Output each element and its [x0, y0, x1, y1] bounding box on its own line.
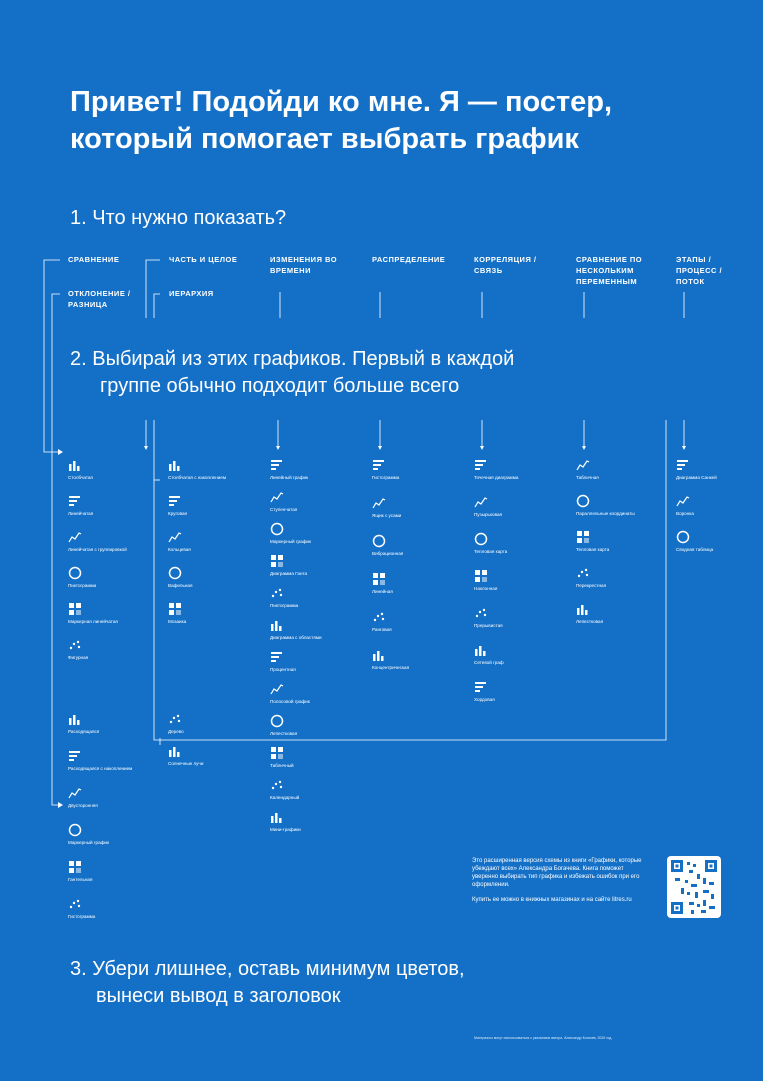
chart-type-label: Дерево	[168, 729, 184, 734]
step-2-heading: 2. Выбирай из этих графиков. Первый в каждой	[70, 348, 515, 370]
chart-type-icon	[474, 643, 488, 657]
chart-type-label: Ранговая	[372, 627, 392, 632]
category-part-whole: ЧАСТЬ И ЦЕЛОЕ	[169, 255, 238, 264]
chart-type-label: Лепестковая	[576, 619, 604, 624]
category-stages: ЭТАПЫ / ПРОЦЕСС / ПОТОК	[676, 255, 723, 286]
chart-type-label: Столбчатая	[68, 475, 93, 480]
chart-type-label: Столбчатая с накоплением	[168, 475, 227, 480]
chart-type-icon	[474, 680, 488, 694]
step-3-heading: 3. Убери лишнее, оставь минимум цветов,	[70, 958, 465, 980]
chart-type-label: Перекрестная	[576, 583, 607, 588]
chart-type-icon	[576, 602, 590, 616]
chart-type-icon	[576, 494, 590, 508]
chart-type-icon	[68, 602, 82, 616]
chart-type-label: Линейчатая с группировкой	[68, 547, 127, 552]
chart-type-label: Гистограмма	[68, 914, 96, 919]
chart-type-label: Табличный	[270, 763, 294, 768]
promo-text: Это расширенная версия схемы из книги «Графики, которые убеждают всех» Александра Богачева. Книга поможет уверенно выбирать тип графика и избежать ошибок при его оформлении.	[472, 858, 642, 888]
chart-type-icon	[270, 778, 284, 792]
chart-type-label: Расходящаяся	[68, 729, 100, 734]
chart-type-icon	[270, 490, 284, 504]
chart-type-label: Вафельная	[168, 583, 193, 588]
chart-type-icon	[270, 810, 284, 824]
chart-type-label: Тепловая карта	[576, 547, 610, 552]
chart-type-label: Маркерная линейчатая	[68, 619, 118, 624]
chart-type-label: Воронка	[676, 511, 694, 516]
chart-type-icon	[474, 495, 488, 509]
chart-type-label: Маркерный график	[68, 840, 109, 845]
category-distribution: РАСПРЕДЕЛЕНИЕ	[372, 255, 446, 264]
chart-type-icon	[676, 458, 690, 472]
chart-type-label: Точечная диаграмма	[474, 475, 519, 480]
chart-type-icon	[68, 458, 82, 472]
chart-type-icon	[576, 530, 590, 544]
category-hierarchy: ИЕРАРХИЯ	[169, 289, 214, 298]
chart-type-label: Мини-графики	[270, 827, 301, 832]
chart-type-label: Диаграмма Санкей	[676, 475, 717, 480]
chart-type-icon	[68, 749, 82, 763]
chart-type-label: Пиктограмма	[270, 603, 299, 608]
chart-type-label: Маркерный график	[270, 539, 311, 544]
chart-type-label: Вибрационная	[372, 551, 404, 556]
chart-type-label: Наклонная	[474, 586, 498, 591]
chart-type-icon	[168, 566, 182, 580]
chart-type-label: Календарный	[270, 795, 300, 800]
chart-type-icon	[68, 530, 82, 544]
chart-type-icon	[68, 823, 82, 837]
chart-type-icon	[372, 458, 386, 472]
category-deviation: ОТКЛОНЕНИЕ / РАЗНИЦА	[68, 289, 131, 309]
chart-type-label: Линейный график	[270, 475, 309, 480]
chart-type-icon	[68, 860, 82, 874]
chart-type-icon	[168, 494, 182, 508]
chart-type-icon	[270, 522, 284, 536]
chart-type-label: Лепестковая	[270, 731, 298, 736]
chart-type-label: Процентная	[270, 667, 296, 672]
poster-title: Привет! Подойди ко мне. Я — постер, который помогает выбрать график	[70, 86, 613, 155]
chart-type-label: Мозаика	[168, 619, 187, 624]
category-multi: СРАВНЕНИЕ ПО НЕСКОЛЬКИМ ПЕРЕМЕННЫМ	[576, 255, 643, 286]
chart-type-label: Полосовой график	[270, 699, 310, 704]
chart-type-label: Двусторонняя	[68, 803, 98, 808]
chart-type-icon	[68, 494, 82, 508]
chart-type-label: Расходящаяся с накоплением	[68, 766, 133, 771]
chart-type-icon	[372, 648, 386, 662]
chart-type-icon	[68, 638, 82, 652]
chart-type-label: Ступенчатая	[270, 507, 298, 512]
chart-type-icon	[474, 569, 488, 583]
chart-type-icon	[372, 572, 386, 586]
step-1-heading: 1. Что нужно показать?	[70, 207, 287, 229]
chart-type-icon	[474, 606, 488, 620]
promo-buy: Купить ее можно в книжных магазинах и на сайте litres.ru	[472, 897, 632, 903]
book-promo	[472, 857, 642, 911]
chart-type-label: Пузырьковая	[474, 512, 503, 517]
chart-type-icon	[270, 458, 284, 472]
chart-type-icon	[676, 494, 690, 508]
chart-type-icon	[168, 602, 182, 616]
category-comparison: СРАВНЕНИЕ	[68, 255, 120, 264]
chart-type-label: Параллельные координаты	[576, 511, 635, 516]
chart-type-icon	[372, 610, 386, 624]
chart-type-label: Тепловая карта	[474, 549, 508, 554]
chart-type-icon	[372, 534, 386, 548]
chart-type-label: Прерывистая	[474, 623, 503, 628]
chart-type-label: Солнечные лучи	[168, 761, 204, 766]
chart-type-icon	[68, 786, 82, 800]
chart-type-label: Диаграмма Ганта	[270, 571, 308, 576]
chart-type-label: Хордовая	[474, 697, 495, 702]
chart-type-label: Диаграмма с областями	[270, 635, 322, 640]
chart-type-label: Гантельная	[68, 877, 93, 882]
chart-type-icon	[270, 650, 284, 664]
chart-type-icon	[576, 566, 590, 580]
chart-type-icon	[68, 712, 82, 726]
chart-type-label: Табличная	[576, 475, 599, 480]
step-3-heading-line2: вынеси вывод в заголовок	[96, 985, 341, 1007]
chart-type-icon	[474, 458, 488, 472]
chart-type-icon	[168, 712, 182, 726]
chart-type-icon	[270, 586, 284, 600]
chart-type-icon	[372, 496, 386, 510]
chart-type-label: Круговая	[168, 511, 188, 516]
chart-type-label: Сетевой граф	[474, 660, 504, 665]
step-2-heading-line2: группе обычно подходит больше всего	[100, 375, 460, 397]
chart-type-icon	[576, 458, 590, 472]
chart-type-icon	[270, 714, 284, 728]
chart-type-label: Линейная	[372, 589, 393, 594]
chart-type-label: Пиктограмма	[68, 583, 97, 588]
chart-type-label: Фигурная	[68, 655, 89, 660]
chart-type-label: Сводная таблица	[676, 547, 714, 552]
footer-note: Материалы могут использоваться с указанием автора. Александр Богачев, 2020 год.	[474, 1036, 613, 1040]
chart-type-icon	[68, 566, 82, 580]
chart-type-icon	[168, 530, 182, 544]
chart-type-icon	[474, 532, 488, 546]
chart-type-label: Концентрическая	[372, 665, 410, 670]
chart-type-icon	[168, 458, 182, 472]
category-correlation: КОРРЕЛЯЦИЯ / СВЯЗЬ	[474, 255, 537, 275]
qr-code[interactable]	[667, 856, 721, 918]
chart-type-label: Линейчатая	[68, 511, 94, 516]
category-time: ИЗМЕНЕНИЯ ВО ВРЕМЕНИ	[270, 255, 338, 275]
chart-type-label: Кольцевая	[168, 547, 191, 552]
chart-type-icon	[676, 530, 690, 544]
chart-type-icon	[270, 618, 284, 632]
chart-type-icon	[270, 746, 284, 760]
chart-type-label: Ящик с усами	[372, 513, 402, 518]
chart-type-icon	[270, 682, 284, 696]
chart-type-icon	[270, 554, 284, 568]
chart-type-icon	[68, 897, 82, 911]
chart-type-label: Гистограмма	[372, 475, 400, 480]
chart-type-icon	[168, 744, 182, 758]
